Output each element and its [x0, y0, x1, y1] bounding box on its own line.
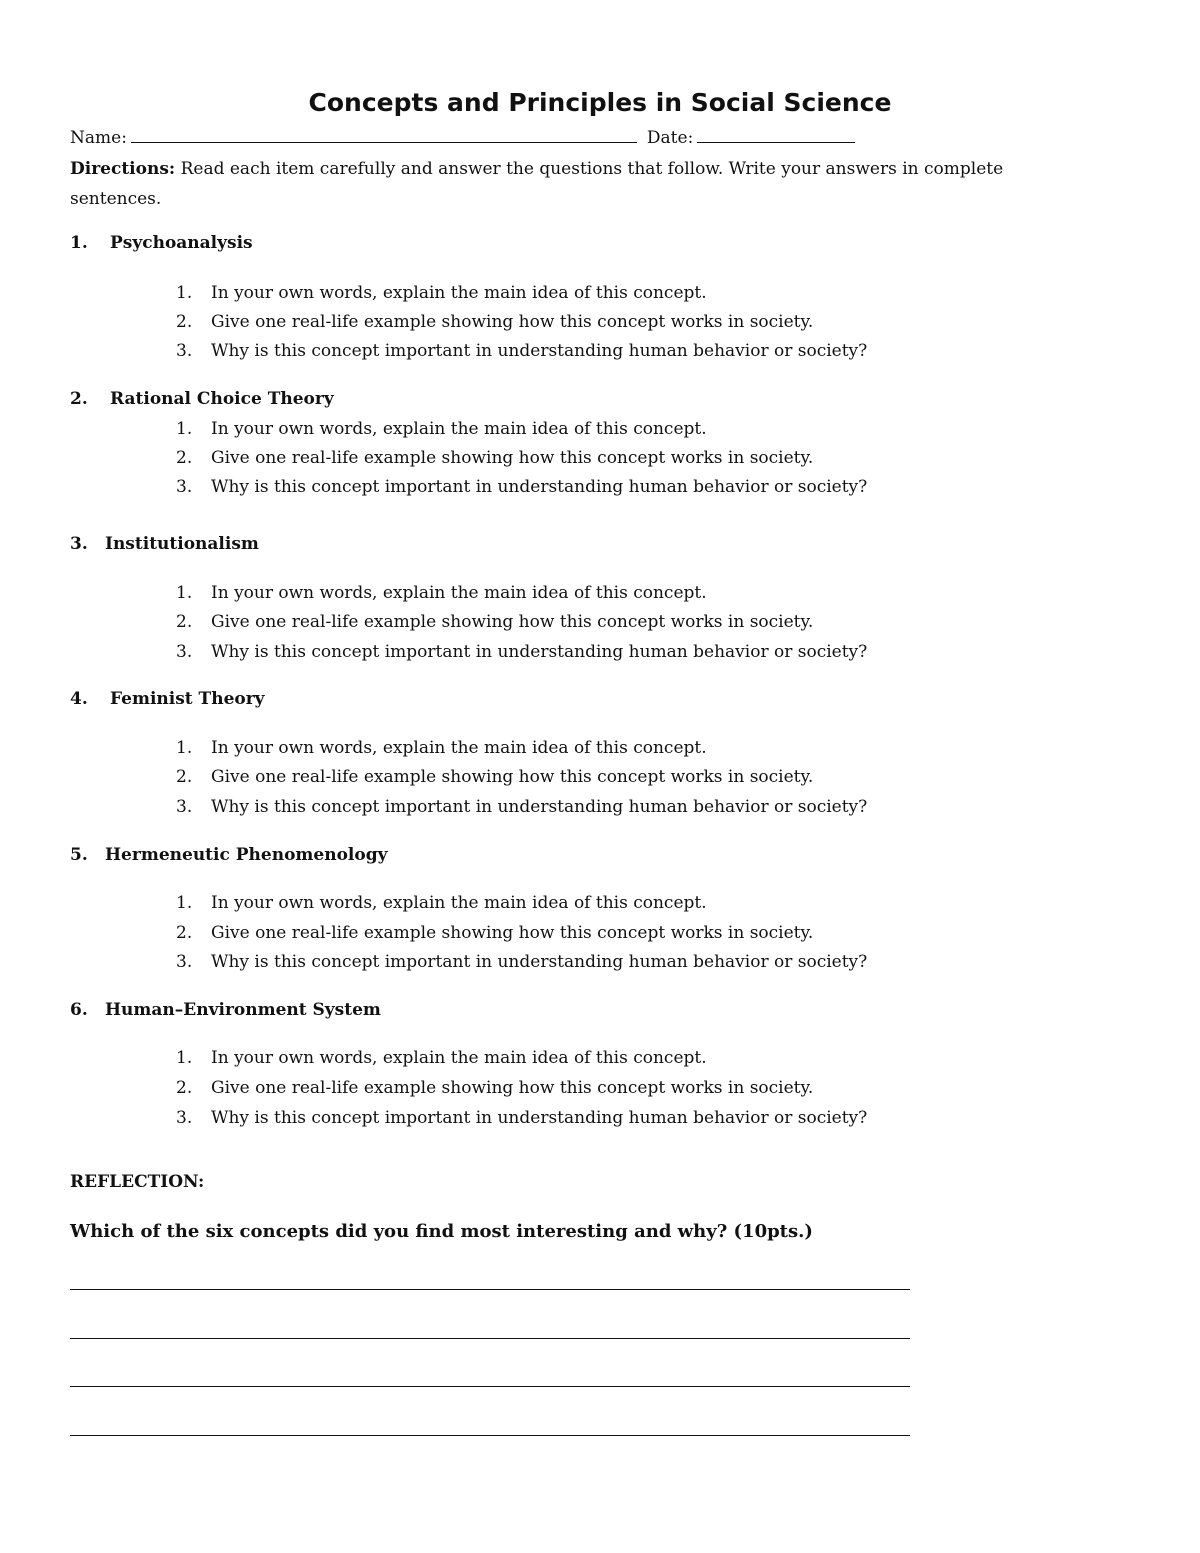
- question-text: Why is this concept important in understanding human behavior or society?: [211, 1108, 868, 1128]
- question-text: Give one real-life example showing how this concept works in society.: [211, 767, 814, 787]
- section-title: Hermeneutic Phenomenology: [105, 845, 388, 865]
- section-heading: [70, 534, 259, 554]
- section-title: Institutionalism: [105, 534, 259, 554]
- question-number: 3.: [176, 477, 193, 497]
- name-label: Name:: [70, 128, 127, 148]
- question-number: 3.: [176, 797, 193, 817]
- section-number: 5.: [70, 845, 88, 865]
- question-number: 2.: [176, 923, 193, 943]
- directions-text: Read each item carefully and answer the questions that follow. Write your answers in complete sentences.: [70, 159, 1004, 209]
- section-number: 6.: [70, 1000, 88, 1020]
- question-item: [176, 1048, 707, 1068]
- question-number: 2.: [176, 612, 193, 632]
- directions-label: Directions:: [70, 159, 176, 179]
- section-number: 2.: [70, 389, 88, 409]
- question-item: [176, 767, 813, 787]
- question-text: In your own words, explain the main idea of this concept.: [211, 738, 707, 758]
- question-item: [176, 341, 867, 361]
- section-heading: [70, 233, 253, 253]
- question-number: 3.: [176, 642, 193, 662]
- question-text: Give one real-life example showing how this concept works in society.: [211, 312, 814, 332]
- directions: [70, 154, 1080, 214]
- question-item: [176, 893, 707, 913]
- question-text: Give one real-life example showing how this concept works in society.: [211, 448, 814, 468]
- question-text: Why is this concept important in understanding human behavior or society?: [211, 341, 868, 361]
- question-number: 3.: [176, 341, 193, 361]
- section-heading: [70, 689, 265, 709]
- answer-line[interactable]: [70, 1338, 910, 1339]
- question-text: In your own words, explain the main idea of this concept.: [211, 283, 707, 303]
- question-number: 2.: [176, 1078, 193, 1098]
- answer-line[interactable]: [70, 1386, 910, 1387]
- name-date-row: [70, 128, 855, 148]
- question-text: Give one real-life example showing how this concept works in society.: [211, 612, 814, 632]
- question-item: [176, 797, 867, 817]
- question-text: In your own words, explain the main idea of this concept.: [211, 893, 707, 913]
- question-text: Why is this concept important in understanding human behavior or society?: [211, 642, 868, 662]
- section-heading: [70, 1000, 381, 1020]
- question-number: 2.: [176, 767, 193, 787]
- question-number: 1.: [176, 1048, 193, 1068]
- date-blank-line[interactable]: [697, 128, 855, 143]
- question-item: [176, 477, 867, 497]
- question-item: [176, 738, 707, 758]
- question-number: 1.: [176, 583, 193, 603]
- question-text: Why is this concept important in understanding human behavior or society?: [211, 797, 868, 817]
- question-item: [176, 419, 707, 439]
- question-item: [176, 642, 867, 662]
- reflection-heading: REFLECTION:: [70, 1172, 205, 1192]
- page-title: Concepts and Principles in Social Science: [308, 88, 892, 117]
- question-text: In your own words, explain the main idea of this concept.: [211, 1048, 707, 1068]
- question-number: 3.: [176, 1108, 193, 1128]
- section-title: Human–Environment System: [105, 1000, 381, 1020]
- question-text: In your own words, explain the main idea of this concept.: [211, 583, 707, 603]
- question-number: 1.: [176, 738, 193, 758]
- question-item: [176, 583, 707, 603]
- section-heading: [70, 389, 334, 409]
- question-item: [176, 1108, 867, 1128]
- question-item: [176, 1078, 813, 1098]
- name-blank-line[interactable]: [131, 128, 637, 143]
- section-number: 3.: [70, 534, 88, 554]
- question-text: Give one real-life example showing how this concept works in society.: [211, 1078, 814, 1098]
- question-item: [176, 312, 813, 332]
- answer-line[interactable]: [70, 1289, 910, 1290]
- question-number: 2.: [176, 312, 193, 332]
- question-number: 1.: [176, 893, 193, 913]
- question-text: Give one real-life example showing how this concept works in society.: [211, 923, 814, 943]
- section-number: 1.: [70, 233, 88, 253]
- question-number: 3.: [176, 952, 193, 972]
- question-item: [176, 923, 813, 943]
- date-label: Date:: [646, 128, 694, 148]
- section-number: 4.: [70, 689, 88, 709]
- question-text: Why is this concept important in understanding human behavior or society?: [211, 952, 868, 972]
- question-item: [176, 283, 707, 303]
- question-number: 1.: [176, 283, 193, 303]
- question-number: 1.: [176, 419, 193, 439]
- question-text: In your own words, explain the main idea of this concept.: [211, 419, 707, 439]
- section-title: Feminist Theory: [110, 689, 265, 709]
- question-item: [176, 612, 813, 632]
- answer-line[interactable]: [70, 1435, 910, 1436]
- reflection-question: Which of the six concepts did you find most interesting and why? (10pts.): [70, 1221, 813, 1242]
- section-heading: [70, 845, 387, 865]
- question-item: [176, 448, 813, 468]
- section-title: Psychoanalysis: [110, 233, 253, 253]
- question-item: [176, 952, 867, 972]
- section-title: Rational Choice Theory: [110, 389, 334, 409]
- question-text: Why is this concept important in understanding human behavior or society?: [211, 477, 868, 497]
- question-number: 2.: [176, 448, 193, 468]
